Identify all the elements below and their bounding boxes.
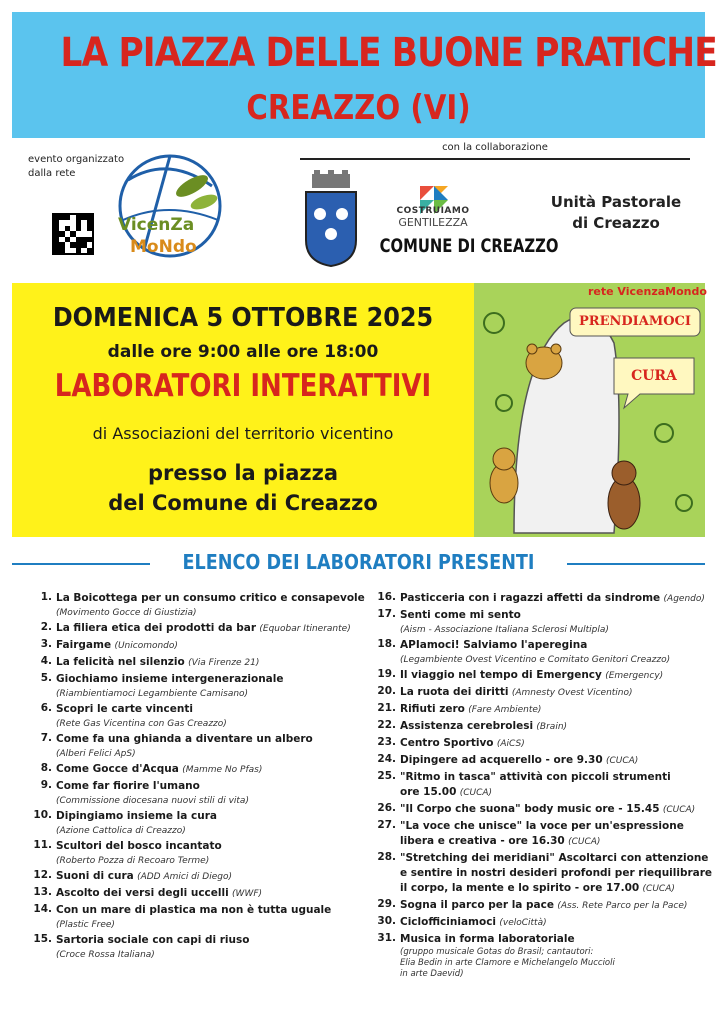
list-title: ELENCO DEI LABORATORI PRESENTI: [182, 550, 535, 574]
list-item: [370, 770, 705, 801]
lab-title-cont: e sentire in nostri desideri profondi per riequilibrare: [400, 867, 713, 879]
lab-organization: (Azione Cattolica di Creazzo): [56, 826, 186, 836]
lab-title-line: [400, 802, 705, 818]
labs-list-right: [370, 591, 713, 981]
lab-number: 1.: [40, 591, 52, 603]
gentilezza-label: GENTILEZZA: [398, 216, 468, 229]
logo-text-line1: VicenZa: [118, 215, 195, 235]
lab-title-line: [400, 866, 713, 881]
lab-organization: (WWF): [232, 889, 263, 899]
lab-organization: (Legambiente Ovest Vicentino e Comitato Genitori Creazzo): [400, 655, 671, 665]
lab-title-line: [400, 770, 705, 785]
bubble2-text: CURA: [631, 368, 677, 384]
lab-title-line: [56, 591, 366, 606]
lab-number: 22.: [377, 719, 396, 731]
event-title: LABORATORI INTERATTIVI: [54, 368, 432, 404]
lab-title-line: [56, 638, 366, 654]
lab-number: 9.: [40, 779, 52, 791]
lab-number: 10.: [33, 809, 52, 821]
vicenzamondo-logo: [108, 150, 232, 266]
list-item: [26, 903, 366, 932]
lab-title: Come Gocce d'Acqua: [56, 763, 179, 775]
lab-organization: (Fare Ambiente): [468, 705, 542, 715]
list-item: [370, 819, 705, 850]
lab-title: Come fa una ghianda a diventare un albero: [56, 733, 313, 745]
lab-title-line: [400, 608, 705, 623]
lab-title: Rifiuti zero: [400, 703, 465, 715]
lab-organization: (Alberi Felici ApS): [56, 749, 136, 759]
list-item: [370, 719, 705, 735]
lab-note: in arte Daevid): [400, 969, 464, 979]
lab-title-line: [56, 779, 366, 794]
lab-title: Scopri le carte vincenti: [56, 703, 193, 715]
lab-organization: (CUCA): [568, 837, 601, 847]
list-item: [26, 839, 366, 868]
list-item: [370, 638, 705, 667]
lab-title: Sartoria sociale con capi di riuso: [56, 934, 250, 946]
lab-number: 4.: [40, 655, 52, 667]
lab-title-line: [400, 702, 705, 718]
list-item: [370, 753, 705, 769]
lab-number: 21.: [377, 702, 396, 714]
list-item: [26, 762, 366, 778]
lab-note: (gruppo musicale Gotas do Brasil; cantautori:: [400, 947, 594, 957]
lab-title-line: [400, 881, 705, 897]
lab-number: 7.: [40, 732, 52, 744]
unita-line2: di Creazzo: [572, 214, 660, 232]
lab-title-line: [56, 809, 366, 824]
lab-title-line: [400, 932, 705, 947]
organizer-label-line2: dalla rete: [28, 168, 76, 179]
lab-organization: (ADD Amici di Diego): [137, 872, 232, 882]
unita-pastorale-label: [536, 192, 696, 234]
lab-organization: (CUCA): [662, 805, 696, 815]
lab-number: 12.: [33, 869, 52, 881]
lab-number: 16.: [377, 591, 396, 603]
lab-organization: (Unicomondo): [114, 641, 178, 651]
lab-organization: (Croce Rossa Italiana): [56, 950, 155, 960]
lab-title-line: [400, 834, 705, 850]
lab-title-line: [400, 685, 705, 701]
lab-organization: (Agendo): [663, 594, 705, 604]
list-item: [370, 608, 705, 637]
lab-number: 17.: [377, 608, 396, 620]
lab-number: 20.: [377, 685, 396, 697]
lab-title: La filiera etica dei prodotti da bar: [56, 622, 257, 634]
list-item: [370, 591, 705, 607]
list-item: [26, 672, 366, 701]
lab-organization: (Ass. Rete Parco per la Pace): [557, 901, 688, 911]
lab-number: 11.: [33, 839, 52, 851]
list-item: [370, 915, 705, 931]
list-item: [26, 809, 366, 838]
event-date: DOMENICA 5 OTTOBRE 2025: [52, 303, 434, 333]
list-item: [26, 779, 366, 808]
creazzo-crest-icon: [302, 170, 360, 268]
event-venue: [12, 458, 474, 518]
lab-title-line: [400, 638, 705, 653]
lab-title: Musica in forma laboratoriale: [400, 933, 575, 945]
lab-title-line: [400, 819, 705, 834]
lab-title-line: [400, 668, 705, 684]
lab-title-line: [56, 655, 366, 671]
illustration-network-label: rete VicenzaMondo: [588, 285, 707, 298]
lab-number: 5.: [40, 672, 52, 684]
lab-number: 19.: [377, 668, 396, 680]
list-item: [26, 702, 366, 731]
lab-title: Senti come mi sento: [400, 609, 521, 621]
lab-number: 14.: [33, 903, 52, 915]
lab-number: 24.: [377, 753, 396, 765]
unita-line1: Unità Pastorale: [550, 193, 682, 211]
lab-title: "La voce che unisce" la voce per un'espressione: [400, 820, 684, 832]
lab-title: Dipingiamo insieme la cura: [56, 810, 217, 822]
lab-title: Pasticceria con i ragazzi affetti da sindrome: [400, 592, 661, 604]
lab-title-line: [56, 869, 366, 885]
lab-title: "Il Corpo che suona" body music ore - 15.45: [400, 803, 660, 815]
lab-title-line: [400, 915, 705, 931]
list-item: [370, 851, 713, 897]
lab-number: 23.: [377, 736, 396, 748]
list-item: [26, 869, 366, 885]
lab-title-line: [400, 753, 705, 769]
list-item: [26, 655, 366, 671]
lab-title-line: [400, 736, 705, 752]
event-hours: dalle ore 9:00 alle ore 18:00: [107, 342, 379, 362]
list-item: [370, 802, 705, 818]
lab-title-cont: ore 15.00: [400, 786, 457, 798]
lab-organization: (CUCA): [459, 788, 493, 798]
lab-number: 27.: [377, 819, 396, 831]
list-item: [370, 702, 705, 718]
lab-number: 3.: [40, 638, 52, 650]
lab-organization: (veloCittà): [499, 918, 547, 928]
list-item: [370, 898, 705, 914]
page-title: LA PIAZZA DELLE BUONE PRATICHE: [60, 30, 717, 76]
lab-organization: (Mamme No Pfas): [182, 765, 263, 775]
lab-number: 29.: [377, 898, 396, 910]
lab-title: La Boicottega per un consumo critico e consapevole: [56, 592, 365, 604]
lab-organization: (Commissione diocesana nuovi stili di vita): [56, 796, 249, 806]
collab-label: con la collaborazione: [442, 142, 548, 153]
list-item: [26, 638, 366, 654]
list-item: [370, 736, 705, 752]
venue-line2: del Comune di Creazzo: [108, 491, 378, 515]
lab-number: 25.: [377, 770, 396, 782]
lab-number: 30.: [377, 915, 396, 927]
list-item: [26, 591, 366, 620]
lab-organization: (Brain): [536, 722, 568, 732]
lab-title: Come far fiorire l'umano: [56, 780, 200, 792]
lab-number: 2.: [40, 621, 52, 633]
list-item: [26, 621, 366, 637]
lab-number: 8.: [40, 762, 52, 774]
list-item: [370, 932, 705, 980]
lab-title: Suoni di cura: [56, 870, 134, 882]
lab-title-line: [56, 933, 366, 948]
list-item: [26, 886, 366, 902]
lab-title: Fairgame: [56, 639, 112, 651]
lab-organization: (Movimento Gocce di Giustizia): [56, 608, 197, 618]
lab-title: Assistenza cerebrolesi: [400, 720, 534, 732]
lab-title: Sogna il parco per la pace: [400, 899, 554, 911]
lab-number: 31.: [377, 932, 396, 944]
lab-title: APIamoci! Salviamo l'aperegina: [400, 639, 588, 651]
labs-list-left: [26, 591, 366, 963]
lab-organization: (Riambientiamoci Legambiente Camisano): [56, 689, 249, 699]
comune-label: COMUNE DI CREAZZO: [379, 235, 559, 257]
lab-organization: (Plastic Free): [56, 920, 115, 930]
lab-number: 28.: [377, 851, 396, 863]
lab-title-line: [56, 702, 366, 717]
lab-title: Ciclofficiniamoci: [400, 916, 497, 928]
lab-title-line: [400, 719, 705, 735]
lab-number: 6.: [40, 702, 52, 714]
lab-title-line: [56, 732, 366, 747]
lab-organization: (Rete Gas Vicentina con Gas Creazzo): [56, 719, 227, 729]
lab-organization: (Aism - Associazione Italiana Sclerosi Multipla): [400, 625, 609, 635]
bubble1-text: PRENDIAMOCI: [579, 314, 691, 329]
lab-title-cont: libera e creativa - ore 16.30: [400, 835, 565, 847]
header-banner: [12, 12, 717, 138]
lab-title: Ascolto dei versi degli uccelli: [56, 887, 229, 899]
divider: [300, 158, 690, 160]
lab-title-line: [56, 839, 366, 854]
lab-title-line: [56, 762, 366, 778]
lab-organization: (Equobar Itinerante): [259, 624, 351, 634]
list-item: [26, 732, 366, 761]
lab-organization: (Amnesty Ovest Vicentino): [511, 688, 633, 698]
lab-organization: (CUCA): [605, 756, 639, 766]
lab-title-line: [56, 672, 366, 687]
lab-number: 13.: [33, 886, 52, 898]
lab-title: La felicità nel silenzio: [56, 656, 185, 668]
list-item: [26, 933, 366, 962]
lab-title: Con un mare di plastica ma non è tutta uguale: [56, 904, 332, 916]
lab-title-line: [56, 621, 366, 637]
lab-title: Centro Sportivo: [400, 737, 494, 749]
lab-note: Elia Bedin in arte Clamore e Michelangelo Muccioli: [400, 958, 615, 968]
organizer-label-line1: evento organizzato: [28, 154, 125, 165]
page-subtitle: CREAZZO (VI): [246, 88, 471, 128]
lab-number: 18.: [377, 638, 396, 650]
lab-title: "Stretching dei meridiani" Ascoltarci con attenzione: [400, 852, 709, 864]
lab-title-line: [400, 591, 705, 607]
lab-title: Dipingere ad acquerello - ore 9.30: [400, 754, 603, 766]
lab-title: Giochiamo insieme intergenerazionale: [56, 673, 284, 685]
venue-line1: presso la piazza: [147, 461, 339, 485]
logo-text-line2: MoNdo: [130, 237, 197, 257]
lab-title-line: [56, 886, 366, 902]
list-item: [370, 685, 705, 701]
lab-title-line: [400, 898, 705, 914]
list-item: [370, 668, 705, 684]
qr-code-icon: [52, 213, 94, 255]
lab-number: 26.: [377, 802, 396, 814]
lab-title: Il viaggio nel tempo di Emergency: [400, 669, 602, 681]
lab-title-cont: il corpo, la mente e lo spirito - ore 17.00: [400, 882, 640, 894]
lab-number: 15.: [33, 933, 52, 945]
lab-organization: (Roberto Pozza di Recoaro Terme): [56, 856, 210, 866]
lab-organization: (Via Firenze 21): [188, 658, 260, 668]
lab-title-line: [56, 903, 366, 918]
lab-title-line: [400, 851, 709, 866]
event-subtitle: di Associazioni del territorio vicentino: [92, 424, 394, 443]
lab-title: "Ritmo in tasca" attività con piccoli strumenti: [400, 771, 671, 783]
costruiamo-label: COSTRUIAMO: [396, 206, 470, 216]
lab-organization: (CUCA): [642, 884, 675, 894]
lab-title-line: [400, 785, 705, 801]
lab-title: La ruota dei diritti: [400, 686, 509, 698]
lab-organization: (AiCS): [496, 739, 525, 749]
lab-title: Scultori del bosco incantato: [56, 840, 222, 852]
lab-organization: (Emergency): [605, 671, 664, 681]
